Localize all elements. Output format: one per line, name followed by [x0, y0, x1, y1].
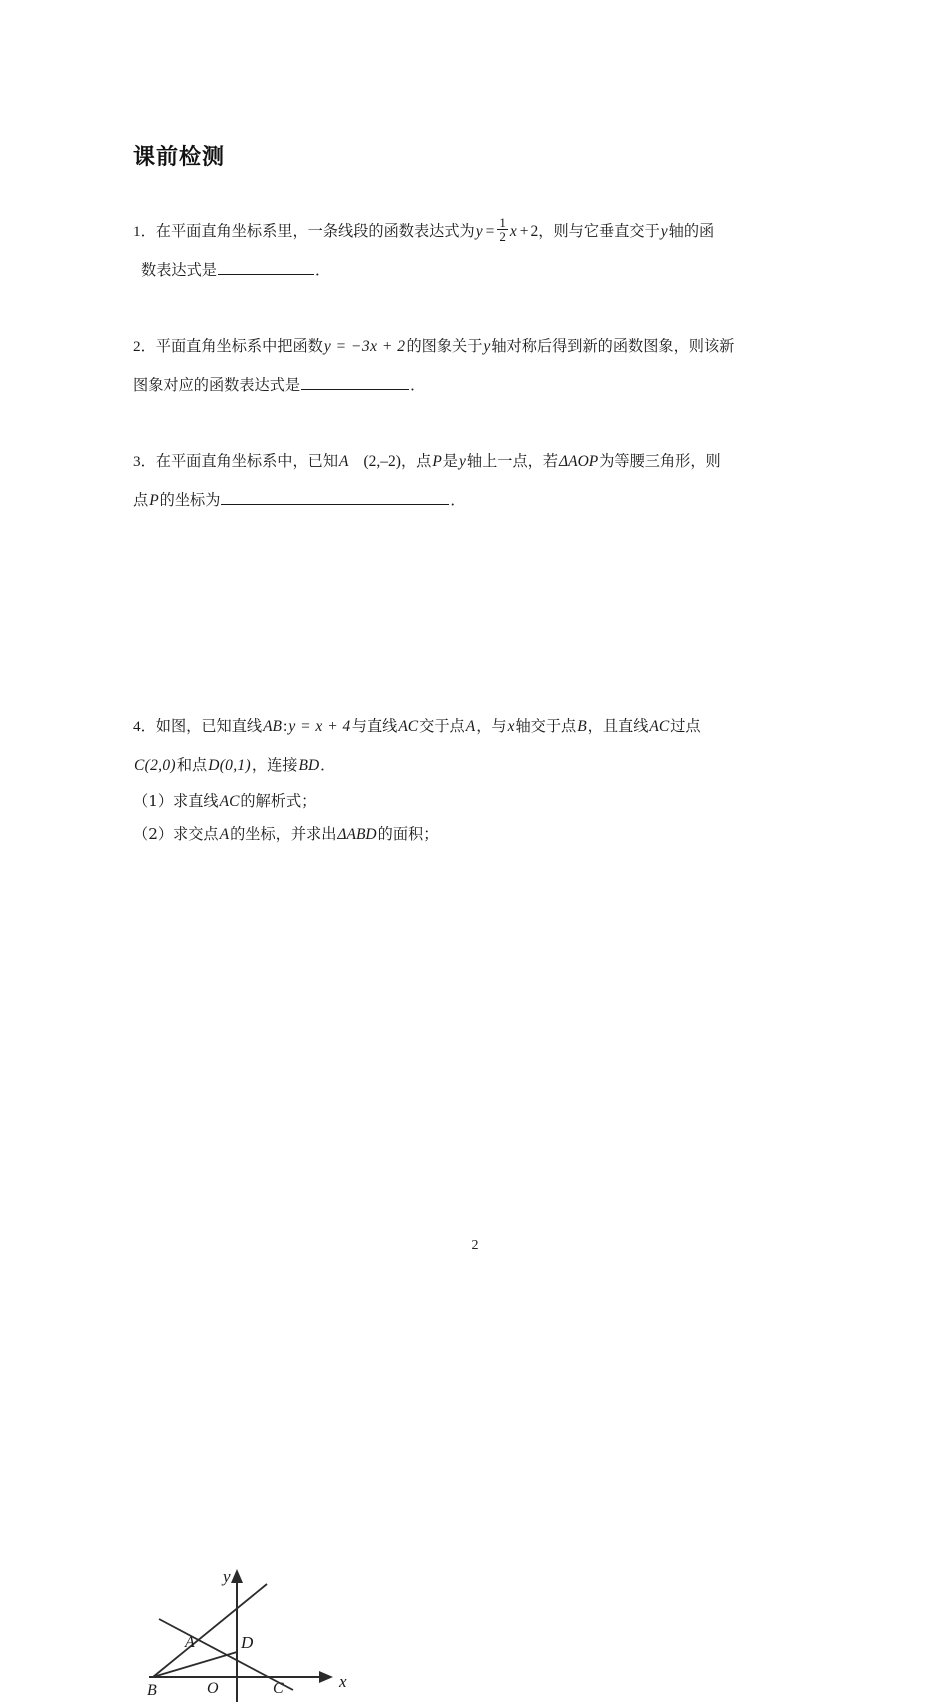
figure-label-a: A	[185, 1634, 195, 1651]
question-4-line-ab: AB	[263, 718, 283, 735]
question-4-point-c: C(2,0)	[134, 757, 176, 774]
question-4-sub-2-point-a: A	[219, 826, 230, 843]
question-2-axis: y	[483, 338, 491, 355]
page-title: 课前检测	[133, 145, 226, 170]
question-2-number: 2．	[133, 338, 156, 355]
question-2-text-d: 图象对应的函数表达式是	[133, 376, 301, 394]
question-4-sub-1-line-ac: AC	[219, 793, 240, 810]
equation-x: x	[509, 223, 517, 240]
x-axis	[149, 1671, 333, 1683]
question-4-sub-2-mid: 的坐标，并求出	[230, 825, 337, 843]
question-4-text-e: 轴交于点	[515, 717, 577, 735]
question-4-number: 4．	[133, 718, 156, 735]
question-4-point-a: A	[465, 718, 476, 735]
question-4-line-ac: AC	[398, 718, 419, 735]
question-1-line-2	[133, 251, 823, 290]
question-4-line-ac-2: AC	[649, 718, 670, 735]
question-2-period: ．	[410, 376, 426, 394]
question-4-text-b: 与直线	[351, 717, 398, 735]
question-4-sub-2-triangle: ΔABD	[337, 826, 377, 843]
question-4-sub-2	[133, 818, 823, 851]
question-4-line-1	[133, 707, 823, 746]
question-3-period: ．	[450, 491, 466, 509]
line-ab	[153, 1584, 267, 1677]
question-1-number: 1．	[133, 223, 156, 240]
question-4-axis-x: x	[507, 718, 515, 735]
question-3-point-label: A	[339, 453, 349, 470]
question-4-sub-1-post: 的解析式；	[240, 792, 317, 810]
fraction-one-half	[497, 216, 508, 244]
equation-y: y	[475, 223, 483, 240]
figure-label-c: C	[273, 1680, 284, 1697]
question-1-text-b: ，则与它垂直交于	[538, 222, 660, 240]
question-1-line-1	[133, 212, 823, 251]
question-4-point-b: B	[577, 718, 587, 735]
question-1-period: ．	[314, 261, 331, 279]
figure-label-b: B	[147, 1682, 157, 1699]
question-3-answer-blank[interactable]	[221, 490, 449, 505]
question-3-point-coords: (2,–2)	[363, 453, 401, 470]
question-3-text-g: 的坐标为	[159, 491, 221, 509]
question-1-answer-blank[interactable]	[218, 260, 314, 275]
question-3-line-1	[133, 442, 823, 481]
equals-sign: =	[485, 223, 495, 240]
question-3-triangle: ΔAOP	[559, 453, 599, 470]
question-3-text-b: ，点	[400, 452, 432, 470]
question-4-sub-1	[133, 785, 823, 818]
question-3-axis: y	[458, 453, 466, 470]
question-2-line-2	[133, 366, 823, 405]
question-4-sub-2-post: 的面积；	[377, 825, 439, 843]
question-1-text-a: 在平面直角坐标系里，一条线段的函数表达式为	[155, 222, 475, 240]
question-3-line-2	[133, 481, 823, 520]
question-3-text-c: 是	[442, 452, 458, 470]
question-4-sub-1-pre: （1）求直线	[133, 792, 219, 810]
question-4	[133, 707, 823, 1699]
question-2-text-b: 的图象关于	[406, 337, 483, 355]
question-4-text-i: ，连接	[251, 756, 298, 774]
question-4-line-2	[133, 746, 823, 785]
question-4-equation-ab: y = x + 4	[288, 718, 351, 735]
question-2-line-1	[133, 327, 823, 366]
figure-label-x: x	[339, 1672, 347, 1691]
question-3-p-label: P	[432, 453, 442, 470]
question-4-segment-bd: BD	[298, 757, 320, 774]
question-4-text-f: ，且直线	[587, 717, 649, 735]
question-4-point-d: D(0,1)	[208, 757, 251, 774]
segment-bd	[153, 1652, 237, 1677]
question-4-period: ．	[320, 756, 336, 774]
question-3-text-f: 点	[133, 491, 149, 509]
question-1	[133, 212, 823, 290]
question-2-equation: y = −3x + 2	[323, 338, 406, 355]
question-3	[133, 442, 823, 520]
question-3-text-a: 在平面直角坐标系中，已知	[155, 452, 339, 470]
question-1-text-c: 轴的函	[668, 222, 715, 240]
question-2-text-c: 轴对称后得到新的函数图象，则该新	[491, 337, 735, 355]
fraction-numerator: 1	[499, 214, 506, 230]
question-4-sub-2-pre: （2）求交点	[133, 825, 219, 843]
question-2-text-a: 平面直角坐标系中把函数	[155, 337, 323, 355]
question-1-text-d: 数表达式是	[141, 261, 217, 279]
plus-sign: +	[519, 223, 529, 240]
question-4-colon: :	[283, 718, 288, 735]
question-2-answer-blank[interactable]	[301, 375, 409, 390]
coordinate-plane-figure	[143, 1562, 373, 1707]
page-number: 2	[471, 1238, 479, 1253]
figure-label-d: D	[241, 1633, 254, 1652]
question-4-text-d: ，与	[476, 717, 507, 735]
figure-label-y: y	[223, 1567, 231, 1586]
question-3-number: 3．	[133, 453, 156, 470]
question-4-text-g: 过点	[670, 717, 701, 735]
question-4-text-a: 如图，已知直线	[155, 717, 263, 735]
question-2	[133, 327, 823, 405]
question-4-text-h: 和点	[176, 756, 208, 774]
question-1-axis: y	[660, 223, 668, 240]
figure-label-o: O	[207, 1680, 219, 1697]
question-4-text-c: 交于点	[419, 717, 465, 735]
question-3-text-e: 为等腰三角形，则	[599, 452, 721, 470]
question-3-text-d: 轴上一点，若	[466, 452, 558, 470]
fraction-denominator: 2	[499, 229, 506, 245]
question-3-p-label-2: P	[149, 492, 159, 509]
equation-constant: 2	[530, 223, 539, 240]
